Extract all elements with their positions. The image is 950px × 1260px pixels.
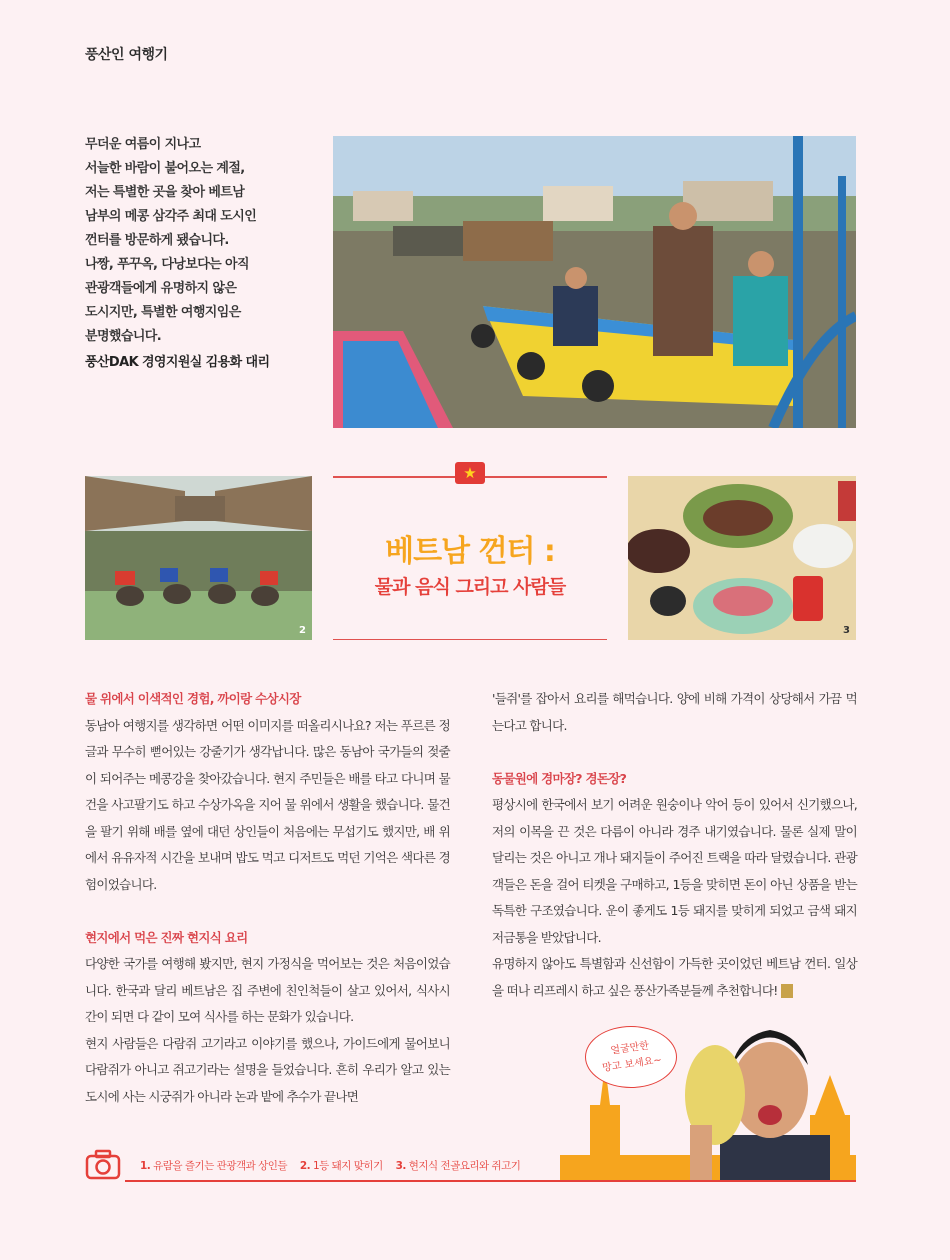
captions: [140, 1158, 520, 1173]
intro-line: 분명했습니다.: [85, 329, 162, 344]
end-mark-icon: [781, 984, 793, 998]
intro-text: [85, 133, 315, 375]
intro-line: 껀터를 방문하게 됐습니다.: [85, 233, 229, 248]
left-column: [85, 686, 450, 1110]
heading-floating-market: 물 위에서 이색적인 경험, 까이랑 수상시장: [85, 691, 301, 706]
intro-line: 도시지만, 특별한 여행지임은: [85, 305, 241, 320]
vietnam-flag-icon: [455, 462, 485, 484]
caption-number: 3.: [395, 1160, 406, 1172]
paragraph-closing: [492, 951, 857, 1004]
caption-text: 1등 돼지 맞히기: [313, 1160, 383, 1172]
photo-number: 2: [299, 625, 306, 636]
paragraph: 동남아 여행지를 생각하면 어떤 이미지를 떠올리시나요? 저는 푸르른 정글과 무수히 뻗어있는 강줄기가 생각납니다. 많은 동남아 국가들의 젖줄이 되어주는 메콩강을 찾아갔습니다. 현지 주민들은 배를 타고 다니며 물건을 사고팔기도 하고 수상가옥을 지어 물 위에서 생활을 했습니다. 물건을 팔기 위해 배를 옆에 대던 상인들이 처음에는 무섭기도 했지만, 배 위에서 유유자적 시간을 보내며 밥도 먹고 디저트도 먹던 기억은 색다른 경험이었습니다.: [85, 717, 450, 892]
bubble-line: 얼굴만한: [609, 1040, 650, 1057]
title-bottom-line: [333, 639, 607, 641]
paragraph: 평상시에 한국에서 보기 어려운 원숭이나 악어 등이 있어서 신기했으나, 저의 이목을 끈 것은 다름이 아니라 경주 내기였습니다. 물론 실제 말이 달리는 것은 아니고 개나 돼지들이 주어진 트랙을 따라 달렸습니다. 관광객들은 돈을 걸어 티켓을 구매하고, 1등을 맞히면 돈이 아닌 상품을 받는 독특한 구조였습니다. 운이 좋게도 1등 돼지를 맞히게 되었고 금색 돼지 저금통을 받았답니다.: [492, 797, 857, 945]
caption-text: 유람을 즐기는 관광객과 상인들: [153, 1160, 288, 1172]
caption-number: 1.: [140, 1160, 151, 1172]
photo-pig-race: [85, 476, 312, 640]
caption-text: 현지식 전골요리와 쥐고기: [408, 1160, 521, 1172]
author: 풍산DAK 경영지원실 김용화 대리: [85, 355, 270, 370]
intro-line: 관광객들에게 유명하지 않은: [85, 281, 237, 296]
article-subtitle: 물과 음식 그리고 사람들: [374, 576, 566, 598]
right-column: [492, 686, 857, 1004]
photo-floating-market: [333, 136, 856, 428]
caption-number: 2.: [299, 1160, 311, 1172]
bubble-line: 망고 보세요~: [601, 1054, 663, 1075]
paragraph: '들쥐'를 잡아서 요리를 해먹습니다. 양에 비해 가격이 상당해서 가끔 먹는다고 합니다.: [492, 691, 857, 733]
intro-line: 저는 특별한 곳을 찾아 베트남: [85, 185, 245, 200]
paragraph: 현지 사람들은 다람쥐 고기라고 이야기를 했으나, 가이드에게 물어보니 다람쥐가 아니고 쥐고기라는 설명을 들었습니다. 흔히 우리가 알고 있는 도시에 사는 시궁쥐가 아니라 논과 밭에 추수가 끝나면: [85, 1035, 450, 1104]
photo-local-food: [628, 476, 856, 640]
caption-underline: [125, 1180, 856, 1182]
section-title: 풍산인 여행기: [85, 47, 168, 63]
speech-bubble: [585, 1026, 677, 1088]
intro-line: 무더운 여름이 지나고: [85, 137, 201, 152]
article-title-box: [333, 464, 607, 640]
intro-line: 서늘한 바람이 불어오는 계절,: [85, 161, 245, 176]
closing-text: 유명하지 않아도 특별함과 신선함이 가득한 곳이었던 베트남 껀터. 일상을 떠나 리프레시 하고 싶은 풍산가족분들께 추천합니다!: [492, 956, 857, 998]
photo-number: 3: [843, 625, 850, 636]
camera-icon: [85, 1148, 121, 1180]
paragraph: 다양한 국가를 여행해 봤지만, 현지 가정식을 먹어보는 것은 처음이었습니다. 한국과 달리 베트남은 집 주변에 친인척들이 살고 있어서, 식사시간이 되면 다 같이 모여 식사를 하는 문화가 있습니다.: [85, 956, 450, 1024]
intro-line: 남부의 메콩 삼각주 최대 도시인: [85, 209, 257, 224]
photo-captions-bar: [85, 1148, 856, 1182]
intro-line: 나짱, 푸꾸옥, 다낭보다는 아직: [85, 257, 249, 272]
article-title: 베트남 껀터 :: [385, 534, 555, 569]
flag-star: ★: [463, 464, 477, 482]
heading-local-food: 현지에서 먹은 진짜 현지식 요리: [85, 929, 248, 945]
heading-zoo-race: 동물원에 경마장? 경돈장?: [492, 770, 627, 786]
